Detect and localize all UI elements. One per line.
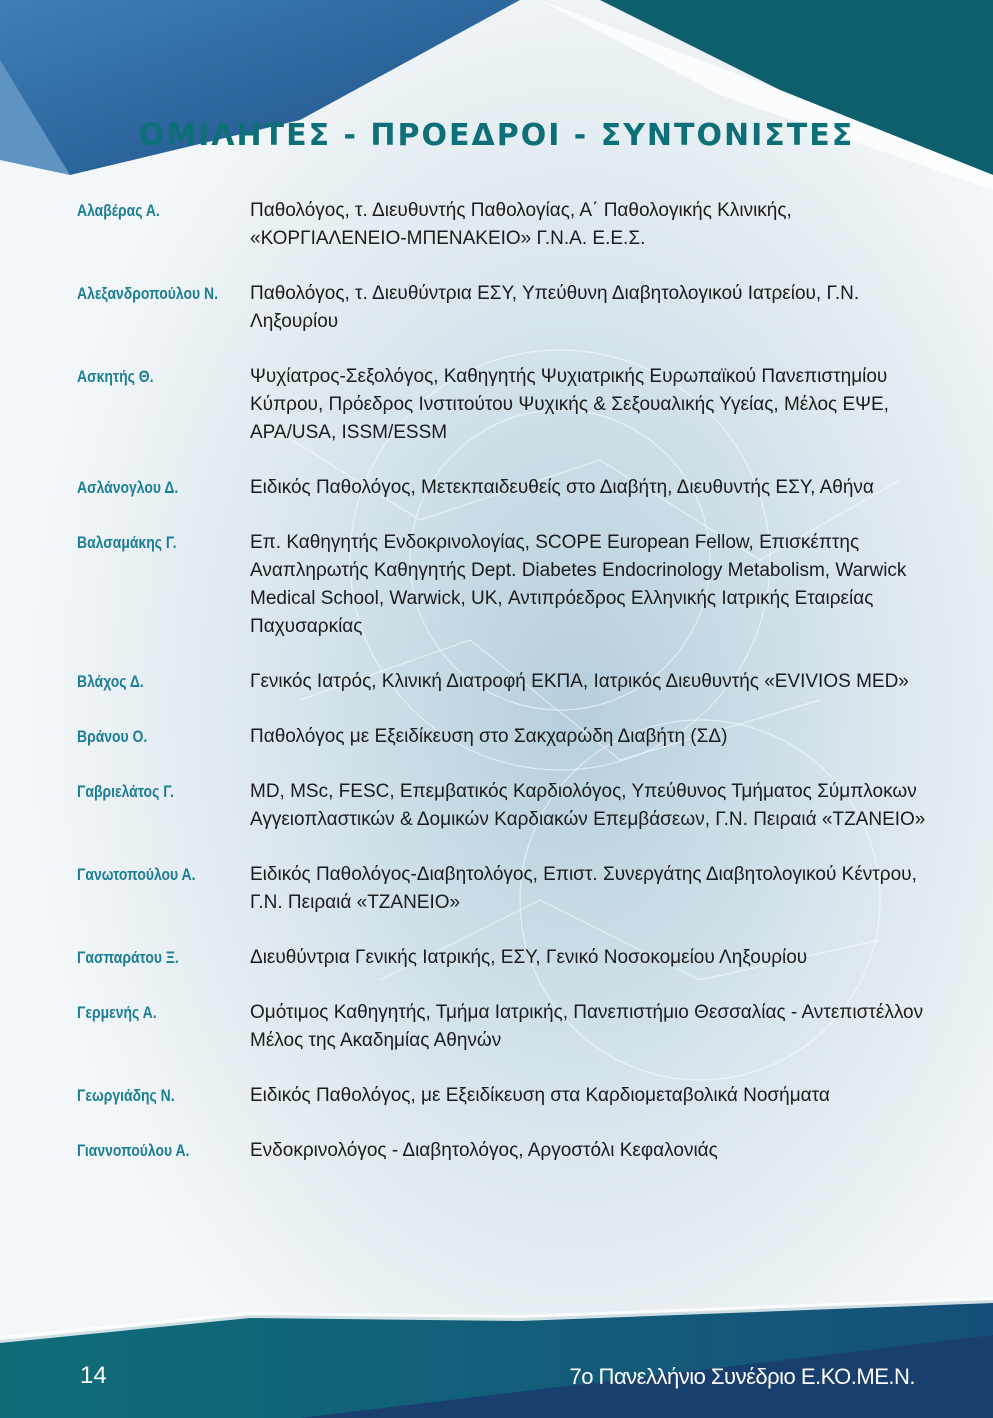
speaker-name: Γεωργιάδης Ν. bbox=[77, 1086, 175, 1105]
speaker-row bbox=[77, 363, 927, 447]
speaker-description: Παθολόγος με Εξειδίκευση στο Σακχαρώδη Διαβήτη (ΣΔ) bbox=[250, 726, 728, 747]
speaker-name: Αλαβέρας Α. bbox=[77, 201, 160, 220]
speaker-description: Ψυχίατρος-Σεξολόγος, Καθηγητής Ψυχιατρικής Ευρωπαϊκού Πανεπιστημίου Κύπρου, Πρόεδρος Ινστιτούτου Ψυχικής & Σεξουαλικής Υγείας, Μέλος ΕΨΕ, APA/USA, ISSM/ESSM bbox=[250, 366, 889, 443]
speaker-row bbox=[77, 1137, 927, 1165]
speaker-row bbox=[77, 778, 927, 834]
speaker-description: Διευθύντρια Γενικής Ιατρικής, ΕΣΥ, Γενικό Νοσοκομείου Ληξουρίου bbox=[250, 947, 808, 968]
speaker-row bbox=[77, 197, 927, 253]
speaker-name: Βαλσαμάκης Γ. bbox=[77, 533, 177, 552]
speaker-name: Βράνου Ο. bbox=[77, 727, 148, 746]
speaker-row bbox=[77, 999, 927, 1055]
conference-name: 7ο Πανελλήνιο Συνέδριο Ε.ΚΟ.ΜΕ.Ν. bbox=[569, 1364, 915, 1389]
speaker-name: Γανωτοπούλου Α. bbox=[77, 865, 196, 884]
speaker-name: Ασλάνογλου Δ. bbox=[77, 478, 179, 497]
speaker-list bbox=[77, 197, 927, 1192]
speaker-description: Ενδοκρινολόγος - Διαβητολόγος, Αργοστόλι Κεφαλονιάς bbox=[250, 1140, 718, 1161]
speaker-description: Ειδικός Παθολόγος-Διαβητολόγος, Επιστ. Συνεργάτης Διαβητολογικού Κέντρου, Γ.Ν. Πειραιά «ΤΖΑΝΕΙΟ» bbox=[250, 864, 917, 913]
speaker-name: Γιαννοπούλου Α. bbox=[77, 1141, 190, 1160]
speaker-name: Γερμενής Α. bbox=[77, 1003, 157, 1022]
speaker-description: Γενικός Ιατρός, Κλινική Διατροφή ΕΚΠΑ, Ιατρικός Διευθυντής «EVIVIOS MED» bbox=[250, 671, 909, 692]
speaker-description: Παθολόγος, τ. Διευθυντής Παθολογίας, Α΄ Παθολογικής Κλινικής, «ΚΟΡΓΙΑΛΕΝΕΙΟ-ΜΠΕΝΑΚΕΙΟ» Γ.Ν.Α. Ε.Ε.Σ. bbox=[250, 200, 792, 249]
speaker-row bbox=[77, 944, 927, 972]
speaker-description: Ομότιμος Καθηγητής, Τμήμα Ιατρικής, Πανεπιστήμιο Θεσσαλίας - Αντεπιστέλλον Μέλος της Ακαδημίας Αθηνών bbox=[250, 1002, 924, 1051]
speaker-description: Ειδικός Παθολόγος, Μετεκπαιδευθείς στο Διαβήτη, Διευθυντής ΕΣΥ, Αθήνα bbox=[250, 477, 874, 498]
speaker-row bbox=[77, 861, 927, 917]
speaker-description: Επ. Καθηγητής Ενδοκρινολογίας, SCOPE European Fellow, Επισκέπτης Αναπληρωτής Καθηγητής Dept. Diabetes Endocrinology Metabolism, Warwick Medical School, Warwick, UK, Αντιπρόεδρος Ελληνικής Ιατρικής Εταιρείας Παχυσαρκίας bbox=[250, 532, 907, 637]
speaker-name: Γαβριελάτος Γ. bbox=[77, 782, 174, 801]
speaker-name: Ασκητής Θ. bbox=[77, 367, 154, 386]
speaker-row bbox=[77, 529, 927, 641]
speaker-description: MD, MSc, FESC, Επεμβατικός Καρδιολόγος, Υπεύθυνος Τμήματος Σύμπλοκων Αγγειοπλαστικών & Δομικών Καρδιακών Επεμβάσεων, Γ.Ν. Πειραιά «ΤΖΑΝΕΙΟ» bbox=[250, 781, 926, 830]
page-title: ΟΜΙΛΗΤΕΣ - ΠΡΟΕΔΡΟΙ - ΣΥΝΤΟΝΙΣΤΕΣ bbox=[138, 118, 855, 153]
speaker-row bbox=[77, 723, 927, 751]
speaker-row bbox=[77, 1082, 927, 1110]
speaker-description: Ειδικός Παθολόγος, με Εξειδίκευση στα Καρδιομεταβολικά Νοσήματα bbox=[250, 1085, 830, 1106]
speaker-name: Γασπαράτου Ξ. bbox=[77, 948, 179, 967]
speaker-description: Παθολόγος, τ. Διευθύντρια ΕΣΥ, Υπεύθυνη Διαβητολογικού Ιατρείου, Γ.Ν. Ληξουρίου bbox=[250, 283, 860, 332]
speaker-row bbox=[77, 280, 927, 336]
speaker-row bbox=[77, 668, 927, 696]
page-number: 14 bbox=[80, 1362, 107, 1389]
speaker-name: Βλάχος Δ. bbox=[77, 672, 144, 691]
speaker-name: Αλεξανδροπούλου Ν. bbox=[77, 284, 218, 303]
speaker-row bbox=[77, 474, 927, 502]
